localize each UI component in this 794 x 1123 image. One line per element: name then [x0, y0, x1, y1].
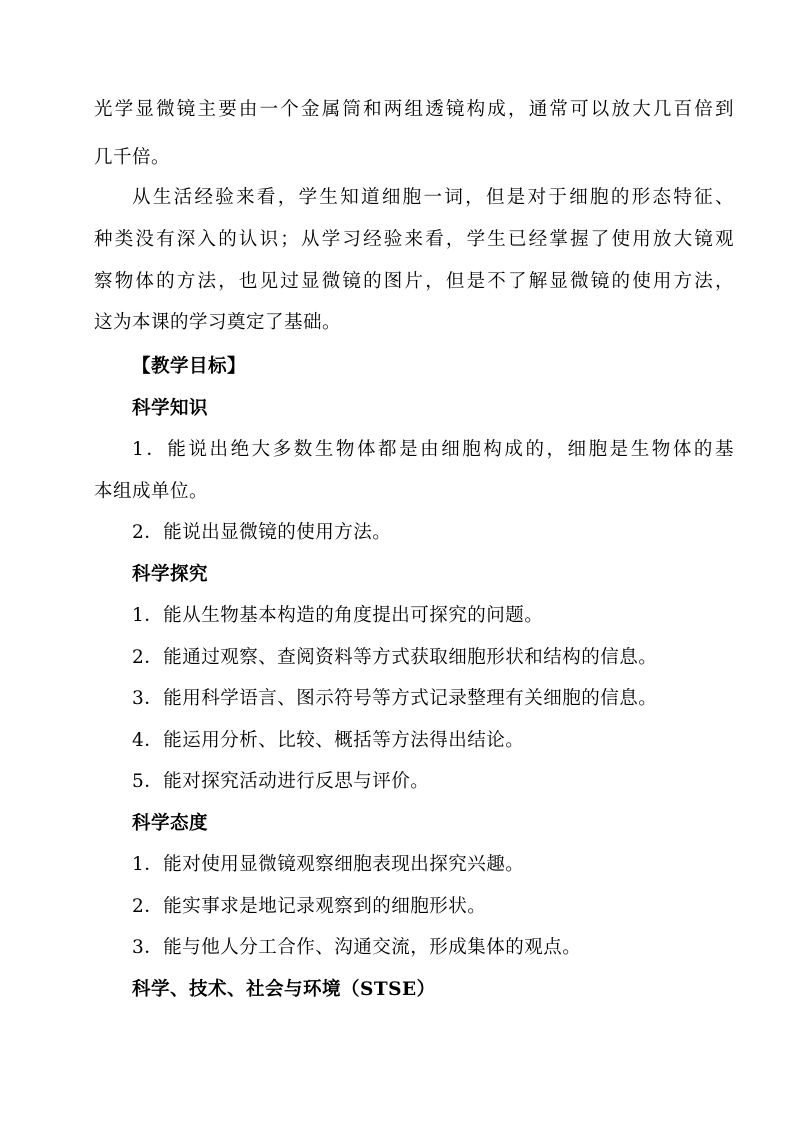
paragraph-2-line-4: 这为本课的学习奠定了基础。 [94, 312, 342, 333]
science-attitude-item: 2．能实事求是地记录观察到的细胞形状。 [132, 896, 487, 917]
science-inquiry-item: 5．能对探究活动进行反思与评价。 [132, 771, 430, 792]
heading-science-knowledge: 科学知识 [132, 398, 209, 419]
paragraph-1-line-2: 几千倍。 [94, 147, 171, 168]
science-attitude-item: 1．能对使用显微镜观察细胞表现出探究兴趣。 [132, 854, 525, 875]
science-knowledge-item-2: 2．能说出显微镜的使用方法。 [132, 522, 392, 543]
science-inquiry-item: 4．能运用分析、比较、概括等方法得出结论。 [132, 730, 525, 751]
heading-science-inquiry: 科学探究 [132, 564, 209, 585]
paragraph-1-line-1: 光学显微镜主要由一个金属筒和两组透镜构成，通常可以放大几百倍到 [94, 99, 734, 120]
science-inquiry-item: 3．能用科学语言、图示符号等方式记录整理有关细胞的信息。 [132, 688, 658, 709]
science-knowledge-item-1-line-2: 本组成单位。 [94, 481, 209, 502]
paragraph-2-line-1: 从生活经验来看，学生知道细胞一词，但是对于细胞的形态特征、 [132, 187, 734, 208]
heading-science-attitude: 科学态度 [132, 813, 209, 834]
section-heading-teaching-objectives: 【教学目标】 [132, 356, 247, 377]
paragraph-2-line-2: 种类没有深入的认识；从学习经验来看，学生已经掌握了使用放大镜观 [94, 229, 734, 250]
paragraph-2-line-3: 察物体的方法，也见过显微镜的图片，但是不了解显微镜的使用方法， [94, 271, 734, 292]
science-knowledge-item-1-line-1: 1．能说出绝大多数生物体都是由细胞构成的，细胞是生物体的基 [132, 439, 734, 460]
science-inquiry-item: 2．能通过观察、查阅资料等方式获取细胞形状和结构的信息。 [132, 647, 658, 668]
science-attitude-item: 3．能与他人分工合作、沟通交流，形成集体的观点。 [132, 937, 582, 958]
science-inquiry-item: 1．能从生物基本构造的角度提出可探究的问题。 [132, 605, 544, 626]
heading-stse: 科学、技术、社会与环境（STSE） [132, 979, 436, 1000]
